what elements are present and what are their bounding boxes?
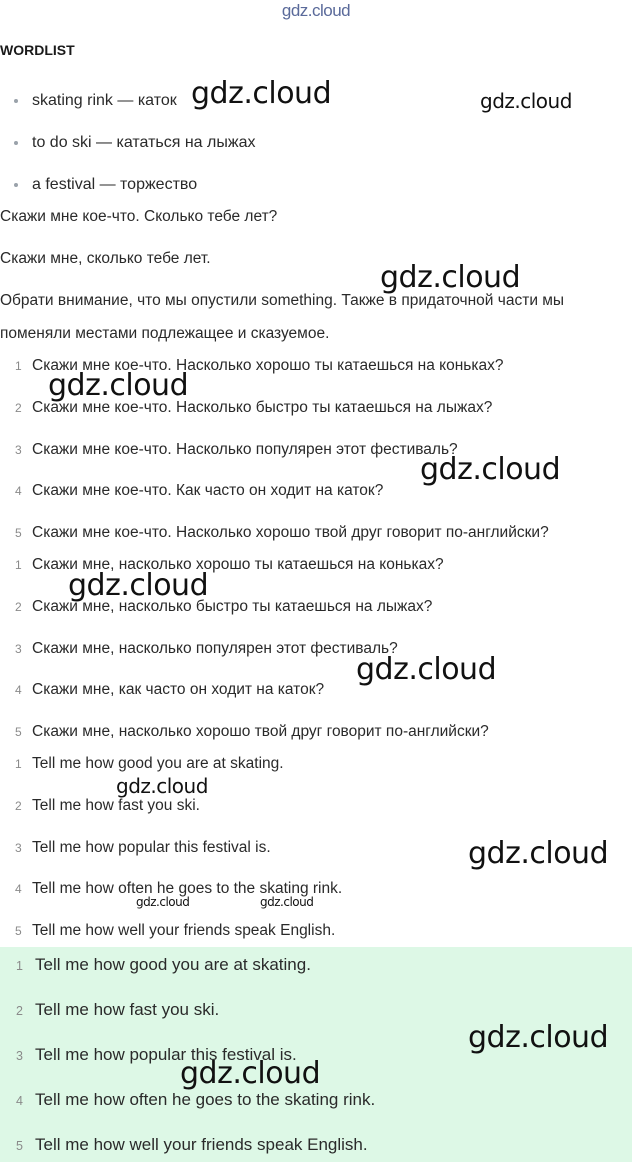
- answer-item: [16, 955, 311, 975]
- answer-text: Tell me how popular this festival is.: [35, 1045, 297, 1064]
- list-text: Скажи мне, насколько хорошо твой друг говорит по-английски?: [32, 723, 489, 740]
- list-item: [15, 441, 458, 459]
- answer-text: Tell me how often he goes to the skating rink.: [35, 1090, 376, 1109]
- list-text: Скажи мне кое-что. Насколько хорошо твой друг говорит по-английски?: [32, 524, 549, 541]
- list-item: [15, 922, 335, 940]
- wordlist-item: [14, 92, 177, 110]
- answer-number: 2: [16, 1004, 23, 1018]
- list-text: Скажи мне, насколько хорошо ты катаешься на коньках?: [32, 556, 444, 573]
- list-text: Скажи мне, как часто он ходит на каток?: [32, 681, 325, 698]
- paragraph: Обрати внимание, что мы опустили something. Также в придаточной части мы: [0, 292, 565, 309]
- answer-item: [16, 1135, 368, 1155]
- list-item: [15, 755, 284, 773]
- watermark: gdz.cloud: [260, 895, 314, 909]
- list-item: [15, 723, 489, 741]
- list-text: Скажи мне кое-что. Насколько хорошо ты катаешься на коньках?: [32, 357, 504, 374]
- list-text: Tell me how popular this festival is.: [32, 839, 271, 856]
- answer-text: Tell me how well your friends speak English.: [35, 1135, 368, 1154]
- list-text: Скажи мне, насколько популярен этот фестиваль?: [32, 640, 398, 657]
- answer-item: [16, 1000, 219, 1020]
- watermark: gdz.cloud: [420, 452, 561, 487]
- watermark: gdz.cloud: [380, 260, 521, 295]
- list-text: Скажи мне кое-что. Насколько популярен этот фестиваль?: [32, 441, 458, 458]
- wordlist-item-text: skating rink — каток: [32, 92, 177, 109]
- watermark: gdz.cloud: [48, 368, 189, 403]
- list-number: 1: [15, 359, 22, 373]
- bullet-icon: [14, 141, 18, 145]
- list-item: [15, 640, 398, 658]
- answer-number: 4: [16, 1094, 23, 1108]
- list-number: 1: [15, 558, 22, 572]
- watermark: gdz.cloud: [116, 774, 208, 798]
- list-item: [15, 482, 383, 500]
- watermark: gdz.cloud: [136, 895, 190, 909]
- bullet-icon: [14, 183, 18, 187]
- list-item: [15, 797, 200, 815]
- watermark: gdz.cloud: [191, 76, 332, 111]
- answer-number: 3: [16, 1049, 23, 1063]
- list-number: 3: [15, 841, 22, 855]
- watermark: gdz.cloud: [480, 89, 572, 113]
- list-number: 4: [15, 882, 22, 896]
- watermark: gdz.cloud: [68, 568, 209, 603]
- watermark: gdz.cloud: [180, 1056, 321, 1091]
- list-text: Tell me how often he goes to the skating rink.: [32, 880, 343, 897]
- list-number: 2: [15, 799, 22, 813]
- list-number: 2: [15, 401, 22, 415]
- answer-item: [16, 1090, 375, 1110]
- answer-text: Tell me how good you are at skating.: [35, 955, 311, 974]
- watermark: gdz.cloud: [468, 1020, 609, 1055]
- list-text: Tell me how well your friends speak English.: [32, 922, 336, 939]
- wordlist-title: WORDLIST: [0, 42, 75, 58]
- list-number: 5: [15, 526, 22, 540]
- answer-number: 5: [16, 1139, 23, 1153]
- paragraph: Скажи мне, сколько тебе лет.: [0, 250, 211, 267]
- wordlist-item-text: to do ski — кататься на лыжах: [32, 134, 256, 151]
- list-number: 3: [15, 443, 22, 457]
- list-text: Tell me how fast you ski.: [32, 797, 200, 814]
- list-item: [15, 524, 549, 542]
- bullet-icon: [14, 99, 18, 103]
- wordlist-item: [14, 176, 197, 194]
- wordlist-item-text: a festival — торжество: [32, 176, 198, 193]
- list-number: 1: [15, 757, 22, 771]
- wordlist-item: [14, 134, 255, 152]
- list-number: 2: [15, 600, 22, 614]
- list-number: 5: [15, 924, 22, 938]
- header-watermark: gdz.cloud: [281, 1, 351, 20]
- list-item: [15, 681, 324, 699]
- answer-text: Tell me how fast you ski.: [35, 1000, 220, 1019]
- answer-number: 1: [16, 959, 23, 973]
- watermark: gdz.cloud: [356, 652, 497, 687]
- watermark: gdz.cloud: [468, 836, 609, 871]
- list-text: Скажи мне кое-что. Как часто он ходит на каток?: [32, 482, 384, 499]
- list-text: Скажи мне, насколько быстро ты катаешься на лыжах?: [32, 598, 433, 615]
- list-number: 4: [15, 683, 22, 697]
- paragraph: поменяли местами подлежащее и сказуемое.: [0, 325, 330, 342]
- list-item: [15, 839, 271, 857]
- list-text: Tell me how good you are at skating.: [32, 755, 284, 772]
- list-number: 3: [15, 642, 22, 656]
- list-number: 4: [15, 484, 22, 498]
- list-text: Скажи мне кое-что. Насколько быстро ты катаешься на лыжах?: [32, 399, 493, 416]
- list-number: 5: [15, 725, 22, 739]
- paragraph: Скажи мне кое-что. Сколько тебе лет?: [0, 208, 278, 225]
